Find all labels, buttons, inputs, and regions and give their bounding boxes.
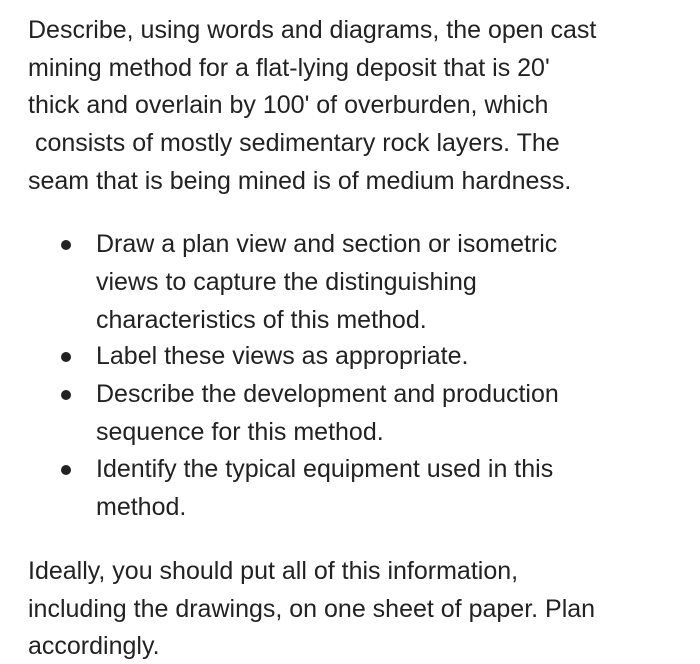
intro-line-2: mining method for a flat-lying deposit that is 20' xyxy=(28,54,550,82)
bullet-dot-icon xyxy=(61,390,71,400)
bullet-1-line-3: characteristics of this method. xyxy=(96,306,427,334)
bullet-dot-icon xyxy=(61,240,71,250)
intro-line-1: Describe, using words and diagrams, the open cast xyxy=(28,16,597,44)
intro-line-4: consists of mostly sedimentary rock layers. The xyxy=(28,129,560,157)
bullet-4-line-1: Identify the typical equipment used in this xyxy=(96,455,554,483)
intro-line-3: thick and overlain by 100' of overburden, which xyxy=(28,91,549,119)
bullet-2-line-1: Label these views as appropriate. xyxy=(96,342,469,370)
bullet-1-line-2: views to capture the distinguishing xyxy=(96,268,477,296)
bullet-dot-icon xyxy=(61,465,71,475)
intro-line-5: seam that is being mined is of medium hardness. xyxy=(28,167,572,195)
closing-line-1: Ideally, you should put all of this information, xyxy=(28,557,519,585)
bullet-3-line-1: Describe the development and production xyxy=(96,380,559,408)
bullet-3-line-2: sequence for this method. xyxy=(96,418,384,446)
bullet-4-line-2: method. xyxy=(96,493,187,521)
bullet-dot-icon xyxy=(61,352,71,362)
closing-line-3: accordingly. xyxy=(28,632,160,660)
closing-line-2: including the drawings, on one sheet of paper. Plan xyxy=(28,595,596,623)
bullet-1-line-1: Draw a plan view and section or isometric xyxy=(96,230,558,258)
